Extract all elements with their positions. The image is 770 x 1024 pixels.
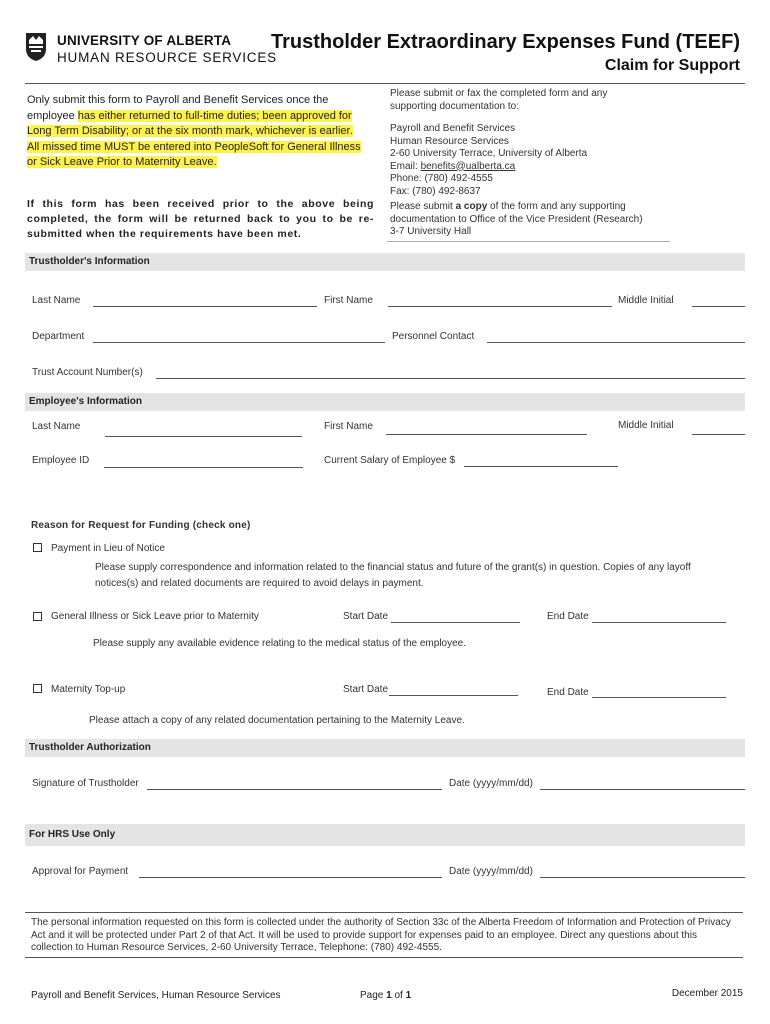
general-illness-end-date-label: End Date [547,611,589,622]
form-title: Trustholder Extraordinary Expenses Fund (TEEF) [271,31,740,53]
trust-account-field[interactable] [156,378,745,379]
privacy-notice: The personal information requested on this form is collected under the authority of Section 33c of the Alberta Freedom of Information and Protection of Privacy Act and it will be protected under Part 2 of that Act. It will be used to provide support for expenses paid to an employee. Direct any questions about this collection to Human Resource Services, 2-60 University Terrace, Telephone: (780) 492-4555. [25,912,743,958]
trustholder-section-header [25,253,745,271]
employee-last-name-field[interactable] [105,436,302,437]
submit-line-1: Please submit or fax the completed form and any [390,88,608,99]
employee-first-name-field[interactable] [386,434,587,435]
trust-account-label: Trust Account Number(s) [32,367,143,378]
payment-in-lieu-instructions [95,560,745,592]
fax-line: Fax: (780) 492-8637 [390,185,481,197]
payment-in-lieu-checkbox[interactable] [33,543,42,552]
department-field[interactable] [93,342,385,343]
approval-field[interactable] [139,877,442,878]
authorization-date-field[interactable] [540,789,745,790]
trustholder-middle-initial-label: Middle Initial [618,295,674,306]
trustholder-middle-initial-field[interactable] [692,306,745,307]
maternity-start-date-field[interactable] [389,695,518,696]
intro-instructions [27,93,367,171]
university-name: UNIVERSITY OF ALBERTA [57,33,232,48]
hrs-section-title: For HRS Use Only [29,829,116,840]
general-illness-label: General Illness or Sick Leave prior to Maternity [51,611,259,622]
phone-line: Phone: (780) 492-4555 [390,173,493,184]
general-illness-instructions: Please supply any available evidence relating to the medical status of the employee. [93,638,467,649]
general-illness-checkbox[interactable] [33,612,42,621]
maternity-start-date-label: Start Date [343,684,389,695]
address-line-3: 2-60 University Terrace, University of Alberta [390,148,588,159]
authorization-date-label: Date (yyyy/mm/dd) [449,778,533,789]
address-line-2: Human Resource Services [390,135,509,147]
payroll-address [390,123,650,198]
personnel-contact-field[interactable] [487,342,745,343]
employee-first-name-label: First Name [324,421,373,432]
return-notice: If this form has been received prior to the above being completed, the form will be returned back to you to be re-submitted when the requirements have been met. [27,198,374,240]
email-link[interactable]: benefits@ualberta.ca [420,160,516,172]
copy-divider [387,241,670,242]
maternity-instructions: Please attach a copy of any related documentation pertaining to the Maternity Leave. [89,715,465,726]
page-of: of [391,990,406,1001]
copy-text-pre: Please submit [390,201,456,212]
maternity-topup-label: Maternity Top-up [51,684,126,695]
address-line-1: Payroll and Benefit Services [390,123,516,134]
submit-instructions [390,88,650,113]
employee-section-header [25,393,745,411]
approval-label: Approval for Payment [32,866,129,877]
trustholder-first-name-field[interactable] [388,306,612,307]
trustholder-last-name-field[interactable] [93,306,317,307]
salary-field[interactable] [464,466,618,467]
employee-last-name-label: Last Name [32,421,81,432]
trustholder-first-name-label: First Name [324,295,373,306]
hrs-date-label: Date (yyyy/mm/dd) [449,866,533,877]
department-label: Department [32,331,85,342]
page-total: 1 [405,990,412,1001]
signature-label: Signature of Trustholder [32,778,139,789]
maternity-end-date-field[interactable] [592,697,726,698]
employee-middle-initial-label: Middle Initial [618,420,674,431]
reason-heading: Reason for Request for Funding (check one) [31,520,251,531]
copy-text-post: of the form and any supporting [487,201,626,212]
employee-middle-initial-field[interactable] [692,434,745,435]
copy-text-bold: a copy [455,201,488,212]
page-label: Page [360,990,387,1001]
general-illness-end-date-field[interactable] [592,622,726,623]
email-label: Email: [390,160,421,172]
form-subtitle: Claim for Support [604,57,740,74]
maternity-topup-checkbox[interactable] [33,684,42,693]
personnel-contact-label: Personnel Contact [392,331,475,342]
header-divider [25,83,745,84]
maternity-end-date-label: End Date [547,687,589,698]
hrs-date-field[interactable] [540,877,745,878]
university-shield-logo [25,32,47,62]
authorization-section-title: Trustholder Authorization [29,742,151,753]
copy-instructions [390,201,660,239]
page-number [360,990,411,1001]
trustholder-section-title: Trustholder's Information [29,256,150,267]
trustholder-last-name-label: Last Name [32,295,81,306]
email-line [390,161,650,174]
payment-in-lieu-label: Payment in Lieu of Notice [51,543,165,554]
signature-field[interactable] [147,789,442,790]
hrs-section-header [25,824,745,846]
salary-label: Current Salary of Employee $ [324,455,456,466]
footer-date: December 2015 [671,988,743,999]
submit-line-2: supporting documentation to: [390,100,519,112]
employee-id-field[interactable] [104,467,303,468]
payment-in-lieu-text-1: Please supply correspondence and information related to the financial status and future of the grant(s) in question. Copies of any layoff [95,562,691,573]
payment-in-lieu-text-2: notices(s) and related documents are required to avoid delays in payment. [95,578,424,589]
general-illness-start-date-label: Start Date [343,611,389,622]
department-name: HUMAN RESOURCE SERVICES [57,50,277,65]
general-illness-start-date-field[interactable] [391,622,520,623]
page-current: 1 [386,990,392,1001]
footer-department: Payroll and Benefit Services, Human Resource Services [31,990,281,1001]
intro-text: Only submit this form to Payroll and Benefit Services once the employee [27,94,329,122]
copy-line-2: documentation to Office of the Vice President (Research) [390,213,643,225]
intro-highlighted-text: has either returned to full-time duties; been approved for Long Term Disability; or at the six month mark, whichever is earlier. All missed time MUST be entered into PeopleSoft for General Illness or Sick Leave Prior to Maternity Leave. [27,109,361,168]
authorization-section-header [25,739,745,757]
copy-line-3: 3-7 University Hall [390,226,472,237]
employee-section-title: Employee's Information [29,396,142,407]
employee-id-label: Employee ID [32,455,90,466]
